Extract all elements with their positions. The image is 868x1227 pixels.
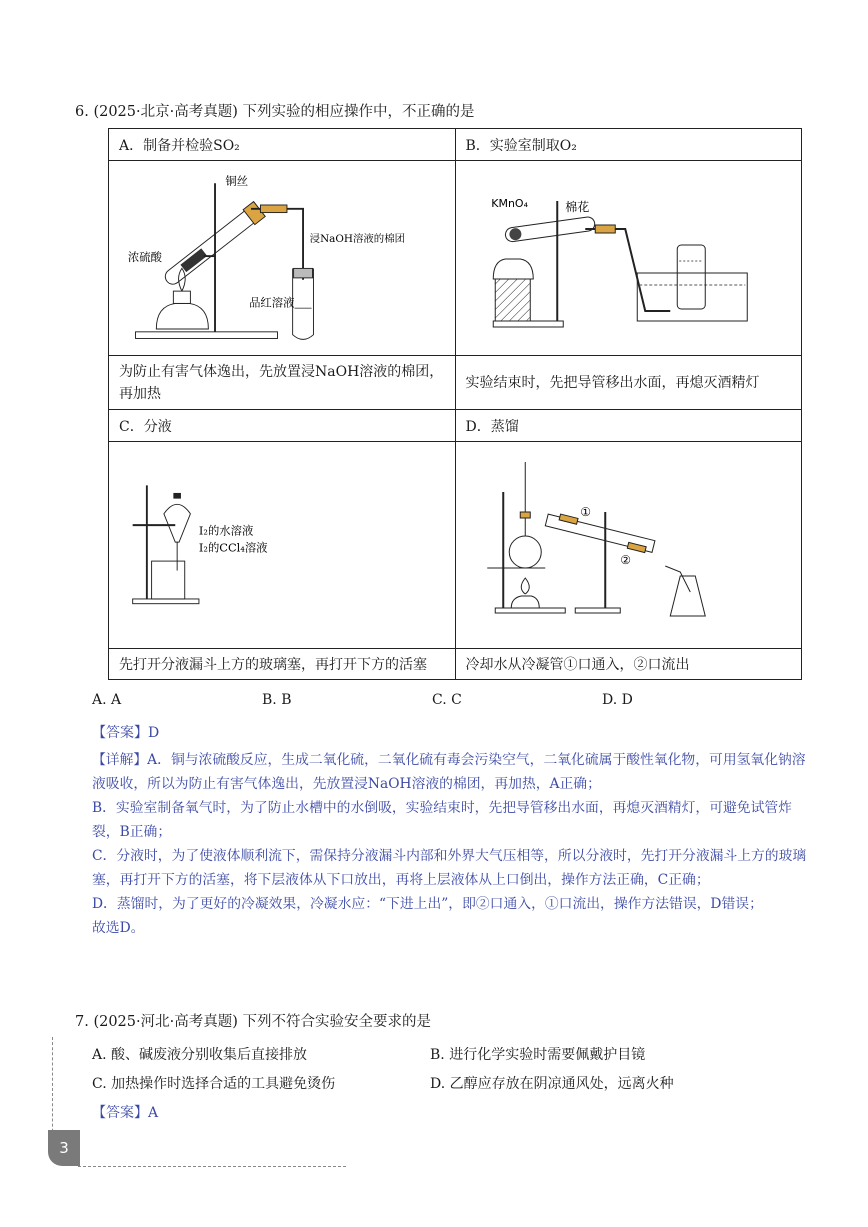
copper-label: 铜丝 (225, 174, 249, 189)
question-6-table (108, 128, 802, 680)
question-7-title: 7. (2025·河北·高考真题) 下列不符合实验安全要求的是 (75, 1014, 431, 1030)
option-c-apparatus (109, 442, 456, 649)
option-c-header: C．分液 (109, 410, 456, 442)
choice-c[interactable]: C. C (432, 692, 462, 708)
port-1-label: ① (579, 505, 591, 519)
acid-label: 浓硫酸 (127, 249, 162, 264)
so2-apparatus-diagram (109, 161, 455, 355)
q7-choice-d[interactable]: D. 乙醇应存放在阴凉通风处，远离火种 (430, 1076, 674, 1092)
question-6-explanation (92, 748, 808, 940)
explanation-conclusion: 故选D。 (92, 920, 145, 936)
option-c-note: 先打开分液漏斗上方的玻璃塞，再打开下方的活塞 (109, 649, 456, 680)
aq-label: I₂的水溶液 (198, 523, 254, 538)
separation-apparatus-diagram (109, 442, 455, 648)
question-6-title: 6. (2025·北京·高考真题) 下列实验的相应操作中，不正确的是 (75, 104, 475, 120)
q7-choice-b[interactable]: B. 进行化学实验时需要佩戴护目镜 (430, 1047, 646, 1063)
explanation-a: 【详解】A．铜与浓硫酸反应，生成二氧化硫，二氧化硫有毒会污染空气，二氧化硫属于酸性氧化物，可用氢氧化钠溶液吸收，所以为防止有害气体逸出，先放置浸NaOH溶液的棉团，再加热，A正确； (92, 752, 806, 792)
ccl4-label: I₂的CCl₄溶液 (198, 540, 268, 555)
choice-d[interactable]: D. D (602, 692, 633, 708)
cotton-label: 浸NaOH溶液的棉团 (309, 232, 406, 245)
option-d-apparatus (455, 442, 802, 649)
option-d-note: 冷却水从冷凝管①口通入，②口流出 (455, 649, 802, 680)
q7-choice-c[interactable]: C. 加热操作时选择合适的工具避免烫伤 (92, 1076, 336, 1092)
explanation-d: D．蒸馏时，为了更好的冷凝效果，冷凝水应：“下进上出”，即②口通入，①口流出，操作方法错误，D错误； (92, 896, 763, 912)
distillation-apparatus-diagram (456, 442, 802, 648)
q7-choice-a[interactable]: A. 酸、碱废液分别收集后直接排放 (92, 1047, 308, 1063)
option-b-apparatus (455, 161, 802, 356)
page-number: 3 (48, 1130, 80, 1166)
port-2-label: ② (619, 553, 631, 567)
option-a-header: A．制备并检验SO₂ (109, 129, 456, 161)
option-d-header: D．蒸馏 (455, 410, 802, 442)
explanation-c: C．分液时，为了使液体顺利流下，需保持分液漏斗内部和外界大气压相等，所以分液时，先打开分液漏斗上方的玻璃塞，再打开下方的活塞，将下层液体从下口放出，再将上层液体从上口倒出，操作方法正确，C正确； (92, 848, 807, 888)
option-a-note: 为防止有害气体逸出，先放置浸NaOH溶液的棉团，再加热 (109, 356, 456, 410)
footer-dashed-line (78, 1166, 346, 1167)
pinkred-label: 品红溶液 (249, 295, 295, 310)
o2-apparatus-diagram (456, 161, 802, 355)
choice-b[interactable]: B. B (262, 692, 292, 708)
explanation-b: B．实验室制备氧气时，为了防止水槽中的水倒吸，实验结束时，先把导管移出水面，再熄灭酒精灯，可避免试管炸裂，B正确； (92, 800, 792, 840)
cotton-label-b: 棉花 (564, 200, 589, 214)
question-6-answer: 【答案】D (92, 725, 160, 741)
option-b-header: B．实验室制取O₂ (455, 129, 802, 161)
question-7-answer: 【答案】A (92, 1105, 159, 1121)
choice-a[interactable]: A. A (92, 692, 122, 708)
option-b-note: 实验结束时，先把导管移出水面，再熄灭酒精灯 (455, 356, 802, 410)
option-a-apparatus (109, 161, 456, 356)
kmno4-label: KMnO₄ (490, 197, 528, 210)
